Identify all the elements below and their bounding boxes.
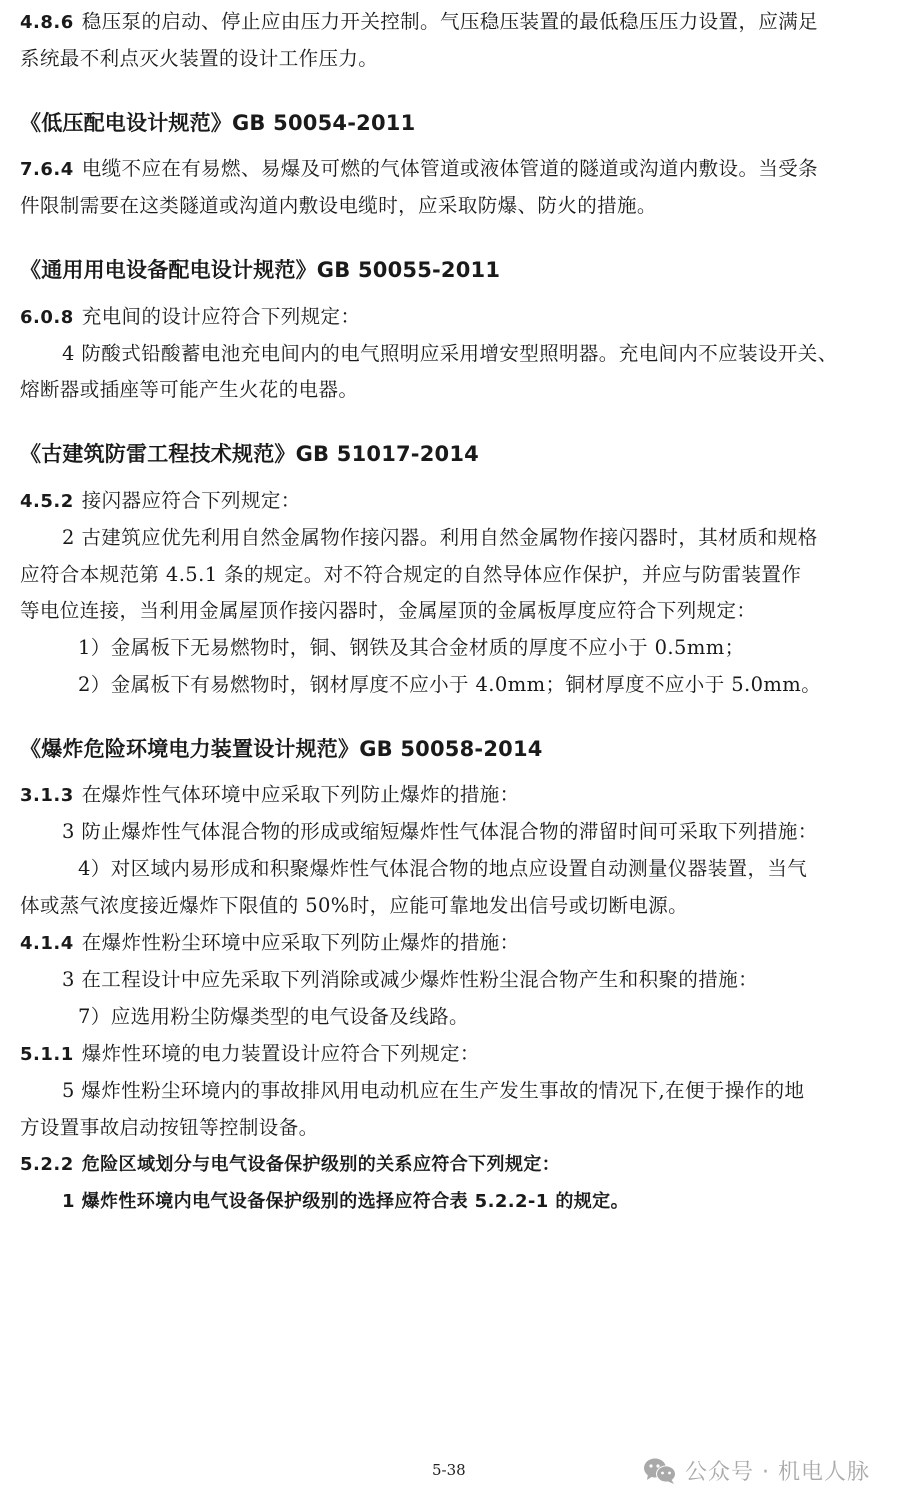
section-title-gb50055: 《通用用电设备配电设计规范》GB 50055-2011 — [20, 258, 501, 282]
clause-5-1-1-line-1: 5.1.1 爆炸性环境的电力装置设计应符合下列规定： — [20, 1042, 480, 1065]
clause-4-1-4-subitem-7: 7）应选用粉尘防爆类型的电气设备及线路。 — [78, 1005, 469, 1028]
clause-6-0-8-item-4-cont: 熔断器或插座等可能产生火花的电器。 — [20, 378, 359, 401]
clause-4-5-2-item-2-cont-2: 等电位连接，当利用金属屋顶作接闪器时，金属屋顶的金属板厚度应符合下列规定： — [20, 599, 757, 622]
clause-3-1-3-subitem-4: 4）对区域内易形成和积聚爆炸性气体混合物的地点应设置自动测量仪器装置，当气 — [78, 857, 808, 880]
clause-4-5-2-item-2: 2 古建筑应优先利用自然金属物作接闪器。利用自然金属物作接闪器时，其材质和规格 — [62, 526, 818, 549]
clause-6-0-8-line-1: 6.0.8 充电间的设计应符合下列规定： — [20, 305, 361, 328]
section-title-gb51017: 《古建筑防雷工程技术规范》GB 51017-2014 — [20, 442, 479, 466]
wechat-icon — [643, 1457, 677, 1485]
clause-number: 7.6.4 — [20, 159, 74, 180]
clause-number: 6.0.8 — [20, 307, 74, 328]
clause-number: 4.5.2 — [20, 491, 74, 512]
clause-number: 4.1.4 — [20, 933, 74, 954]
watermark-text: 公众号 · 机电人脉 — [685, 1460, 870, 1485]
clause-4-5-2-item-2-cont-1: 应符合本规范第 4.5.1 条的规定。对不符合规定的自然导体应作保护，并应与防雷装置作 — [20, 563, 802, 586]
clause-number: 4.8.6 — [20, 12, 74, 33]
clause-4-8-6-line-1: 4.8.6 稳压泵的启动、停止应由压力开关控制。气压稳压装置的最低稳压压力设置，应满足 — [20, 10, 819, 33]
clause-4-5-2-line-1: 4.5.2 接闪器应符合下列规定： — [20, 489, 301, 512]
clause-4-1-4-item-3: 3 在工程设计中应先采取下列消除或减少爆炸性粉尘混合物产生和积聚的措施： — [62, 968, 759, 991]
clause-number: 3.1.3 — [20, 785, 74, 806]
clause-4-5-2-subitem-2: 2）金属板下有易燃物时，钢材厚度不应小于 4.0mm；铜材厚度不应小于 5.0mm。 — [78, 673, 822, 696]
clause-4-1-4-line-1: 4.1.4 在爆炸性粉尘环境中应采取下列防止爆炸的措施： — [20, 931, 520, 954]
section-title-gb50054: 《低压配电设计规范》GB 50054-2011 — [20, 111, 416, 135]
clause-7-6-4-line-1: 7.6.4 电缆不应在有易燃、易爆及可燃的气体管道或液体管道的隧道或沟道内敷设。当受条 — [20, 157, 819, 180]
clause-5-2-2-item-1: 1 爆炸性环境内电气设备保护级别的选择应符合表 5.2.2-1 的规定。 — [62, 1191, 629, 1212]
clause-3-1-3-subitem-4-cont: 体或蒸气浓度接近爆炸下限值的 50%时，应能可靠地发出信号或切断电源。 — [20, 894, 689, 917]
clause-6-0-8-item-4: 4 防酸式铅酸蓄电池充电间内的电气照明应采用增安型照明器。充电间内不应装设开关、 — [62, 342, 838, 365]
clause-4-8-6-line-2: 系统最不利点灭火装置的设计工作压力。 — [20, 47, 379, 70]
clause-5-2-2-line-1: 5.2.2 危险区域划分与电气设备保护级别的关系应符合下列规定： — [20, 1154, 561, 1175]
watermark — [643, 1455, 870, 1486]
page-number: 5-38 — [432, 1461, 466, 1479]
clause-7-6-4-line-2: 件限制需要在这类隧道或沟道内敷设电缆时，应采取防爆、防火的措施。 — [20, 194, 657, 217]
clause-3-1-3-line-1: 3.1.3 在爆炸性气体环境中应采取下列防止爆炸的措施： — [20, 783, 520, 806]
clause-number: 5.1.1 — [20, 1044, 74, 1065]
clause-5-1-1-item-5-cont: 方设置事故启动按钮等控制设备。 — [20, 1116, 319, 1139]
clause-5-1-1-item-5: 5 爆炸性粉尘环境内的事故排风用电动机应在生产发生事故的情况下,在便于操作的地 — [62, 1079, 805, 1102]
clause-4-5-2-subitem-1: 1）金属板下无易燃物时，铜、钢铁及其合金材质的厚度不应小于 0.5mm； — [78, 636, 745, 659]
section-title-gb50058: 《爆炸危险环境电力装置设计规范》GB 50058-2014 — [20, 737, 543, 761]
clause-3-1-3-item-3: 3 防止爆炸性气体混合物的形成或缩短爆炸性气体混合物的滞留时间可采取下列措施： — [62, 820, 818, 843]
clause-number: 5.2.2 — [20, 1154, 74, 1175]
